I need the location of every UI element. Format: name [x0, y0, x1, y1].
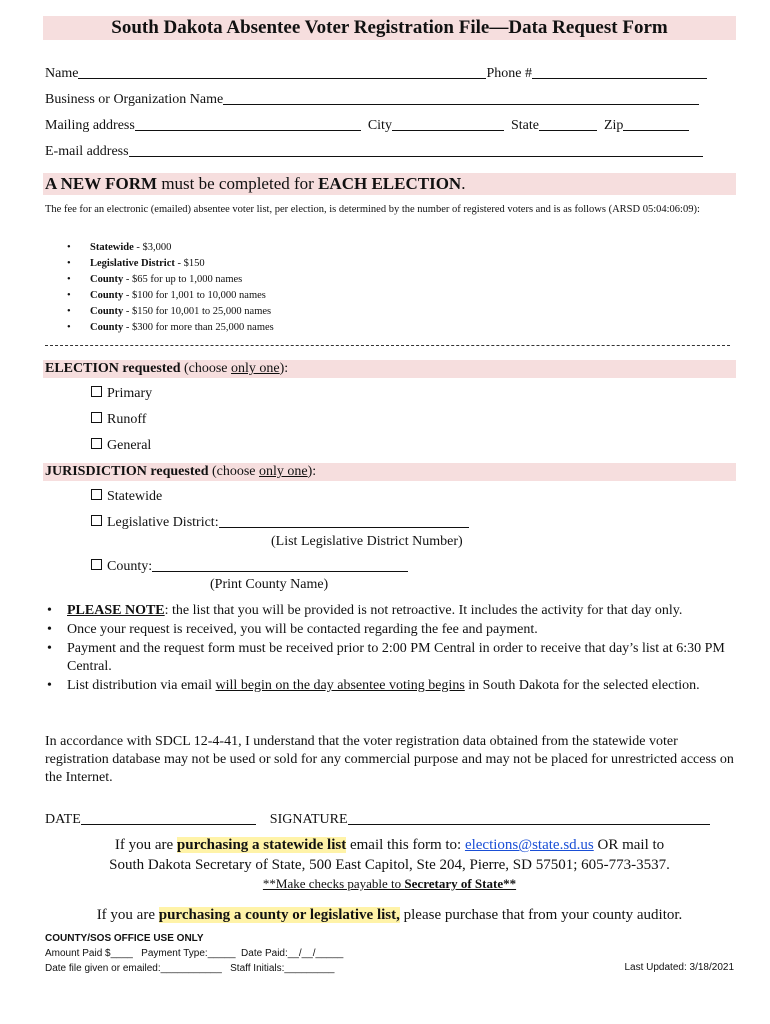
- mailing-label: Mailing address: [45, 118, 135, 133]
- election-option-general[interactable]: [91, 436, 151, 456]
- fee-item: [45, 288, 274, 304]
- jurisdiction-option-statewide[interactable]: [91, 487, 162, 507]
- please-note: PLEASE NOTE: [67, 603, 165, 618]
- email-row: [45, 142, 703, 162]
- jurisdiction-heading: [43, 463, 736, 481]
- jurisdiction-only-one: only one: [259, 464, 308, 479]
- checkbox[interactable]: [91, 559, 102, 570]
- city-field[interactable]: [392, 116, 504, 131]
- checkbox[interactable]: [91, 412, 102, 423]
- state-field[interactable]: [539, 116, 597, 131]
- sdcl-statement: In accordance with SDCL 12-4-41, I understand that the voter registration data obtained from the statewide voter registration database may not be used or sold for any commercial purpose and may not be placed for unrestricted access on the Internet.: [45, 734, 734, 785]
- checks-payable: [43, 874, 736, 893]
- new-form-period: .: [461, 174, 466, 193]
- checks-bold: Secretary of State**: [404, 876, 517, 891]
- option-label: Statewide: [107, 489, 163, 504]
- jurisdiction-heading-bold: JURISDICTION requested: [45, 464, 209, 479]
- option-label: Legislative District:: [107, 515, 219, 530]
- date-label: DATE: [45, 812, 81, 827]
- fee-value: - $300 for more than 25,000 names: [123, 322, 274, 333]
- signature-label: SIGNATURE: [269, 812, 348, 827]
- fee-intro: The fee for an electronic (emailed) absentee voter list, per election, is determined by the number of registered voters and is as follows (ARSD 05:04:06:09):: [45, 204, 700, 215]
- legislative-hint: (List Legislative District Number): [271, 534, 463, 549]
- fee-label: County: [90, 306, 124, 317]
- fee-item: [45, 304, 274, 320]
- purchase-pre: If you are: [114, 837, 177, 853]
- city-label: City: [367, 118, 392, 133]
- office-line-2: Date file given or emailed:___________ Staff Initials:_________: [45, 963, 335, 974]
- note-item: [45, 602, 735, 620]
- purchase-statewide-bold: purchasing a statewide list: [176, 837, 347, 853]
- election-option-runoff[interactable]: [91, 410, 146, 430]
- elections-email-link[interactable]: elections@state.sd.us: [464, 837, 594, 853]
- zip-field[interactable]: [623, 116, 689, 131]
- checkbox[interactable]: [91, 489, 102, 500]
- signature-row: [45, 810, 710, 828]
- zip-label: Zip: [603, 118, 624, 133]
- address-row: [45, 116, 689, 136]
- fee-item: [45, 320, 274, 336]
- form-title: South Dakota Absentee Voter Registration File—Data Request Form: [43, 16, 736, 40]
- fee-label: County: [90, 290, 124, 301]
- fee-label: Legislative District: [90, 258, 175, 269]
- county-purchase-bold: purchasing a county or legislative list,: [158, 907, 400, 923]
- sos-address: South Dakota Secretary of State, 500 East Capitol, Ste 204, Pierre, SD 57501; 605-773-3537.: [109, 857, 670, 873]
- section-divider: [45, 345, 730, 346]
- note-text-end: in South Dakota for the selected election.: [464, 678, 700, 693]
- email-field[interactable]: [129, 142, 703, 157]
- checkbox[interactable]: [91, 438, 102, 449]
- fee-value: - $150: [174, 258, 205, 269]
- jurisdiction-option-legislative[interactable]: [91, 513, 469, 533]
- fee-item: [45, 272, 274, 288]
- office-line-1: Amount Paid $____ Payment Type:_____ Date Paid:__/__/_____: [45, 948, 344, 959]
- checkbox[interactable]: [91, 515, 102, 526]
- last-updated: Last Updated: 3/18/2021: [624, 962, 734, 973]
- new-form-text: must be completed for: [157, 174, 319, 193]
- fee-item: [45, 240, 274, 256]
- option-label: General: [107, 438, 152, 453]
- signature-field[interactable]: [348, 810, 710, 825]
- option-label: Runoff: [107, 412, 147, 427]
- election-heading: [43, 360, 736, 378]
- fee-label: Statewide: [90, 242, 134, 253]
- business-row: [45, 90, 699, 110]
- note-text: : the list that you will be provided is not retroactive. It includes the activity for that day only.: [164, 603, 683, 618]
- new-form-bold: A NEW FORM: [45, 174, 158, 193]
- fee-label: County: [90, 274, 124, 285]
- fee-item: [45, 256, 274, 272]
- county-purchase-pre: If you are: [96, 907, 159, 923]
- jurisdiction-option-county[interactable]: [91, 557, 408, 577]
- each-election-bold: EACH ELECTION: [318, 174, 462, 193]
- election-choose-end: ):: [279, 361, 289, 376]
- note-item: [45, 621, 735, 639]
- fee-label: County: [90, 322, 124, 333]
- election-choose: (choose: [180, 361, 232, 376]
- fee-value: - $3,000: [133, 242, 172, 253]
- county-hint: (Print County Name): [210, 577, 329, 592]
- name-row: [45, 64, 707, 84]
- phone-label: Phone #: [486, 66, 532, 81]
- phone-field[interactable]: [532, 64, 707, 79]
- note-text: Payment and the request form must be received prior to 2:00 PM Central in order to receive that day’s list at 6:30 PM Central.: [67, 641, 725, 674]
- note-text: List distribution via email: [67, 678, 216, 693]
- note-underlined: will begin on the day absentee voting begins: [215, 678, 465, 693]
- election-option-primary[interactable]: [91, 384, 152, 404]
- jurisdiction-choose: (choose: [208, 464, 260, 479]
- fee-value: - $100 for 1,001 to 10,000 names: [123, 290, 266, 301]
- option-label: Primary: [107, 386, 153, 401]
- jurisdiction-choose-end: ):: [307, 464, 317, 479]
- notes-list: [45, 602, 735, 696]
- date-field[interactable]: [81, 810, 256, 825]
- county-purchase-post: please purchase that from your county auditor.: [399, 907, 683, 923]
- county-name-field[interactable]: [152, 557, 408, 572]
- purchase-post: OR mail to: [593, 837, 665, 853]
- note-text: Once your request is received, you will be contacted regarding the fee and payment.: [67, 622, 538, 637]
- election-only-one: only one: [231, 361, 280, 376]
- name-label: Name: [45, 66, 79, 81]
- fee-value: - $150 for 10,001 to 25,000 names: [123, 306, 272, 317]
- checks-pre: **Make checks payable to: [262, 876, 405, 891]
- option-label: County:: [107, 559, 153, 574]
- business-label: Business or Organization Name: [45, 92, 224, 107]
- note-item: [45, 640, 735, 676]
- fee-list: [45, 240, 274, 336]
- business-field[interactable]: [223, 90, 699, 105]
- email-label: E-mail address: [45, 144, 129, 159]
- county-purchase-line: [43, 906, 736, 925]
- note-item: [45, 677, 735, 695]
- office-use-heading: COUNTY/SOS OFFICE USE ONLY: [45, 933, 204, 944]
- new-form-banner: [43, 173, 736, 195]
- statewide-purchase-line: [43, 836, 736, 855]
- legislative-district-field[interactable]: [219, 513, 469, 528]
- state-label: State: [510, 118, 539, 133]
- name-field[interactable]: [78, 64, 486, 79]
- fee-value: - $65 for up to 1,000 names: [123, 274, 243, 285]
- mailing-field[interactable]: [135, 116, 361, 131]
- checkbox[interactable]: [91, 386, 102, 397]
- purchase-mid: email this form to:: [346, 837, 465, 853]
- election-heading-bold: ELECTION requested: [45, 361, 181, 376]
